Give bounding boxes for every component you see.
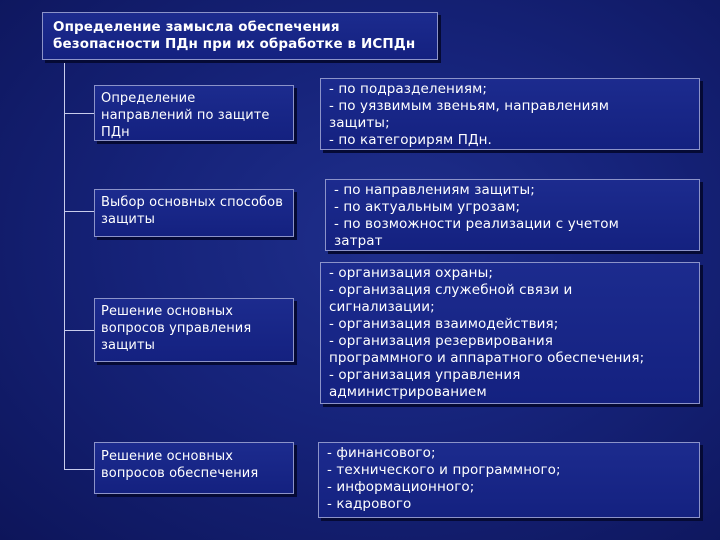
detail-item: - организация служебной связи и [329, 282, 573, 298]
detail-item: администрированием [329, 384, 487, 400]
detail-item: - по категорирям ПДн. [329, 132, 492, 148]
detail-item: - по подразделениям; [329, 81, 488, 97]
detail-item: - по актуальным угрозам; [334, 199, 521, 215]
detail-item: - организация взаимодействия; [329, 316, 559, 332]
step-box-4 [94, 442, 294, 494]
step-label-4: Решение основных вопросов обеспечения [101, 449, 259, 481]
diagram-title-box [42, 12, 438, 60]
diagram-title: Определение замысла обеспечения безопасности ПДн при их обработке в ИСПДн [53, 19, 416, 52]
detail-box-3 [320, 262, 700, 404]
detail-item: - по направлениям защиты; [334, 182, 535, 198]
connector-4 [64, 469, 94, 470]
detail-item: - кадрового [327, 496, 412, 512]
spine-line [64, 60, 65, 470]
step-label-3: Решение основных вопросов управления защиты [101, 304, 252, 353]
connector-2 [64, 211, 94, 212]
detail-item: - организация охраны; [329, 265, 494, 281]
detail-item: - организация управления [329, 367, 521, 383]
detail-item: - финансового; [327, 445, 436, 461]
detail-item: затрат [334, 233, 383, 249]
step-label-2: Выбор основных способов защиты [101, 195, 283, 227]
detail-box-4 [318, 442, 700, 518]
step-box-3 [94, 298, 294, 362]
detail-box-1 [320, 78, 700, 150]
detail-box-2 [325, 179, 700, 251]
step-label-1: Определение направлений по защите ПДн [101, 91, 270, 140]
detail-item: - информационного; [327, 479, 475, 495]
detail-item: защиты; [329, 115, 390, 131]
step-box-1 [94, 85, 294, 141]
detail-item: сигнализации; [329, 299, 435, 315]
detail-item: - по уязвимым звеньям, направлениям [329, 98, 610, 114]
detail-item: программного и аппаратного обеспечения; [329, 350, 645, 366]
step-box-2 [94, 189, 294, 237]
connector-1 [64, 113, 94, 114]
detail-item: - по возможности реализации с учетом [334, 216, 619, 232]
connector-3 [64, 330, 94, 331]
detail-item: - организация резервирования [329, 333, 554, 349]
detail-item: - технического и программного; [327, 462, 561, 478]
